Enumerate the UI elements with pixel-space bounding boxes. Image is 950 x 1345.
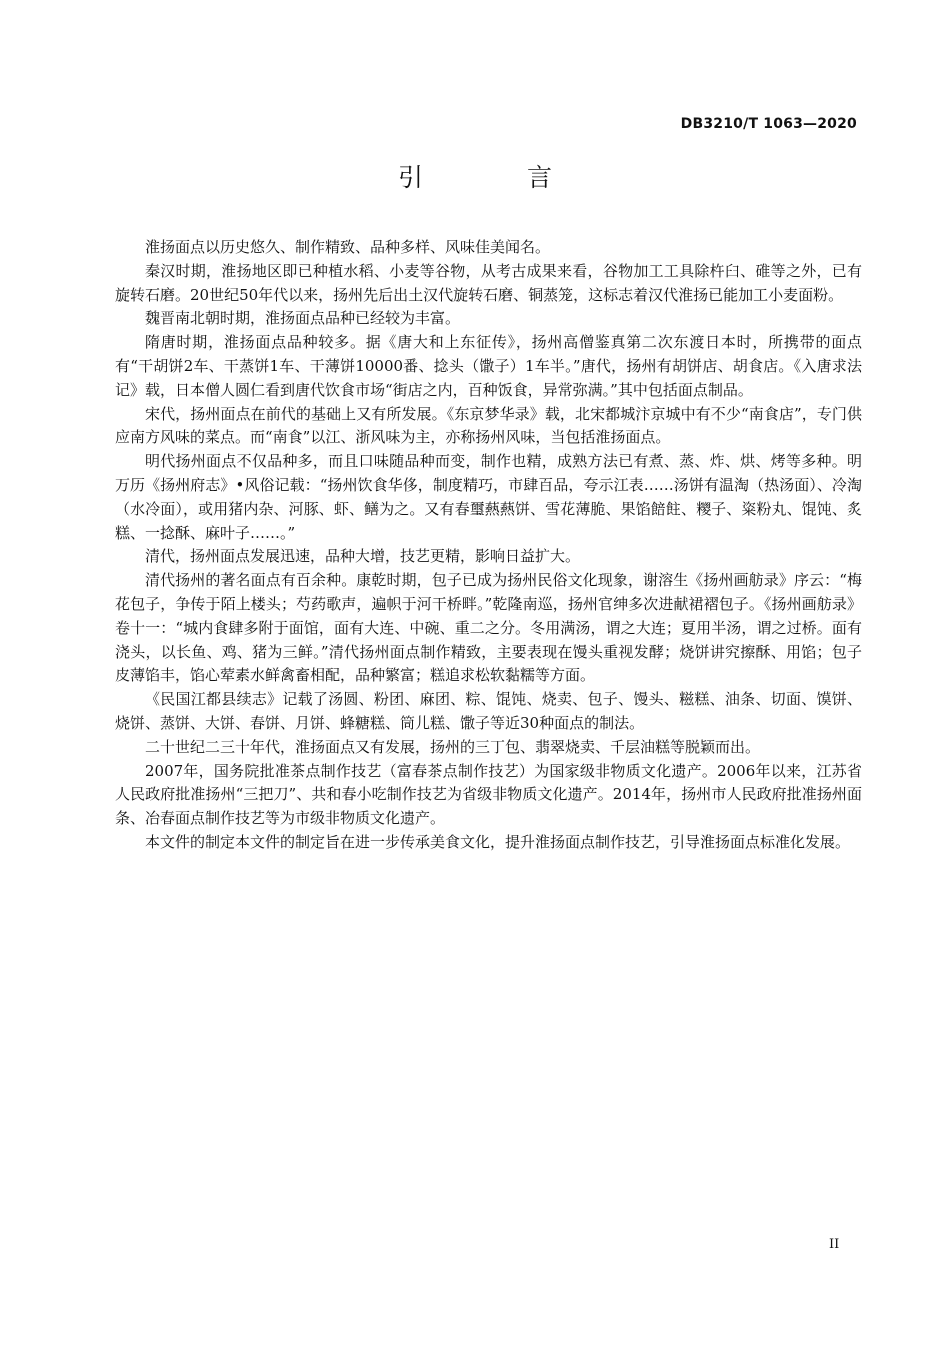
paragraph: 宋代，扬州面点在前代的基础上又有所发展。《东京梦华录》载，北宋都城汴京城中有不少“南食店”，专门供应南方风味的菜点。而“南食”以江、浙风味为主，亦称扬州风味，当包括淮扬面点。 (115, 404, 862, 447)
paragraph: 二十世纪二三十年代，淮扬面点又有发展，扬州的三丁包、翡翠烧卖、千层油糕等脱颖而出。 (145, 737, 761, 756)
paragraph: 明代扬州面点不仅品种多，而且口味随品种而变，制作也精，成熟方法已有煮、蒸、炸、烘、烤等多种。明万历《扬州府志》•风俗记载：“扬州饮食华侈，制度精巧，市肆百品，夸示江表……汤饼有温淘（热汤面）、冷淘（水冷面），或用猪内杂、河豚、虾、鳝为之。又有春璽爇爇饼、雪花薄脆、果馅餢飳、糭子、粢粉丸、馄饨、炙糕、一捻酥、麻叶子……。” (115, 452, 862, 542)
page-number: II (829, 1237, 840, 1252)
paragraph: 秦汉时期，淮扬地区即已种植水稻、小麦等谷物，从考古成果来看，谷物加工工具除杵臼、碓等之外，已有旋转石磨。20世纪50年代以来，扬州先后出土汉代旋转石磨、铜蒸笼，这标志着汉代淮扬已能加工小麦面粉。 (115, 261, 862, 304)
paragraph: 本文件的制定本文件的制定旨在进一步传承美食文化，提升淮扬面点制作技艺，引导淮扬面点标准化发展。 (145, 832, 851, 851)
paragraph: 《民国江都县续志》记载了汤圆、粉团、麻团、粽、馄饨、烧卖、包子、馒头、糍糕、油条、切面、馍饼、烧饼、蒸饼、大饼、春饼、月饼、蜂糖糕、筒儿糕、馓子等近30种面点的制法。 (115, 690, 862, 732)
document-id: DB3210/T 1063—2020 (680, 116, 857, 132)
body-text (115, 236, 862, 855)
paragraph: 2007年，国务院批准茶点制作技艺（富春茶点制作技艺）为国家级非物质文化遗产。2006年以来，江苏省人民政府批准扬州“三把刀”、共和春小吃制作技艺为省级非物质文化遗产。2014年，扬州市人民政府批准扬州面条、冶春面点制作技艺等为市级非物质文化遗产。 (115, 761, 862, 828)
paragraph: 淮扬面点以历史悠久、制作精致、品种多样、风味佳美闻名。 (145, 238, 551, 256)
paragraph: 清代，扬州面点发展迅速，品种大增，技艺更精，影响日益扩大。 (145, 547, 581, 566)
paragraph: 清代扬州的著名面点有百余种。康乾时期，包子已成为扬州民俗文化现象，谢溶生《扬州画舫录》序云：“梅花包子，争传于陌上楼头；芍药歌声，遍帜于河干桥畔。”乾隆南巡，扬州官绅多次进献裙褶包子。《扬州画舫录》卷十一：“城内食肆多附于面馆，面有大连、中碗、重二之分。冬用满汤，谓之大连；夏用半汤，谓之过桥。面有浇头，以长鱼、鸡、猪为三鲜。”清代扬州面点制作精致，主要表现在馒头重视发酵；烧饼讲究擦酥、用馅；包子皮薄馅丰，馅心荤素水鲜禽畜相配，品种繁富；糕追求松软黏糯等方面。 (115, 571, 862, 685)
paragraph: 魏晋南北朝时期，淮扬面点品种已经较为丰富。 (145, 309, 461, 328)
paragraph: 隋唐时期，淮扬面点品种较多。据《唐大和上东征传》，扬州高僧鉴真第二次东渡日本时，所携带的面点有“干胡饼2车、干蒸饼1车、干薄饼10000番、捻头（馓子）1车半。”唐代，扬州有胡饼店、胡食店。《入唐求法记》载，日本僧人圆仁看到唐代饮食市场“街店之内，百种饭食，异常弥满。”其中包括面点制品。 (115, 333, 862, 399)
page-title: 引 言 (398, 163, 600, 192)
